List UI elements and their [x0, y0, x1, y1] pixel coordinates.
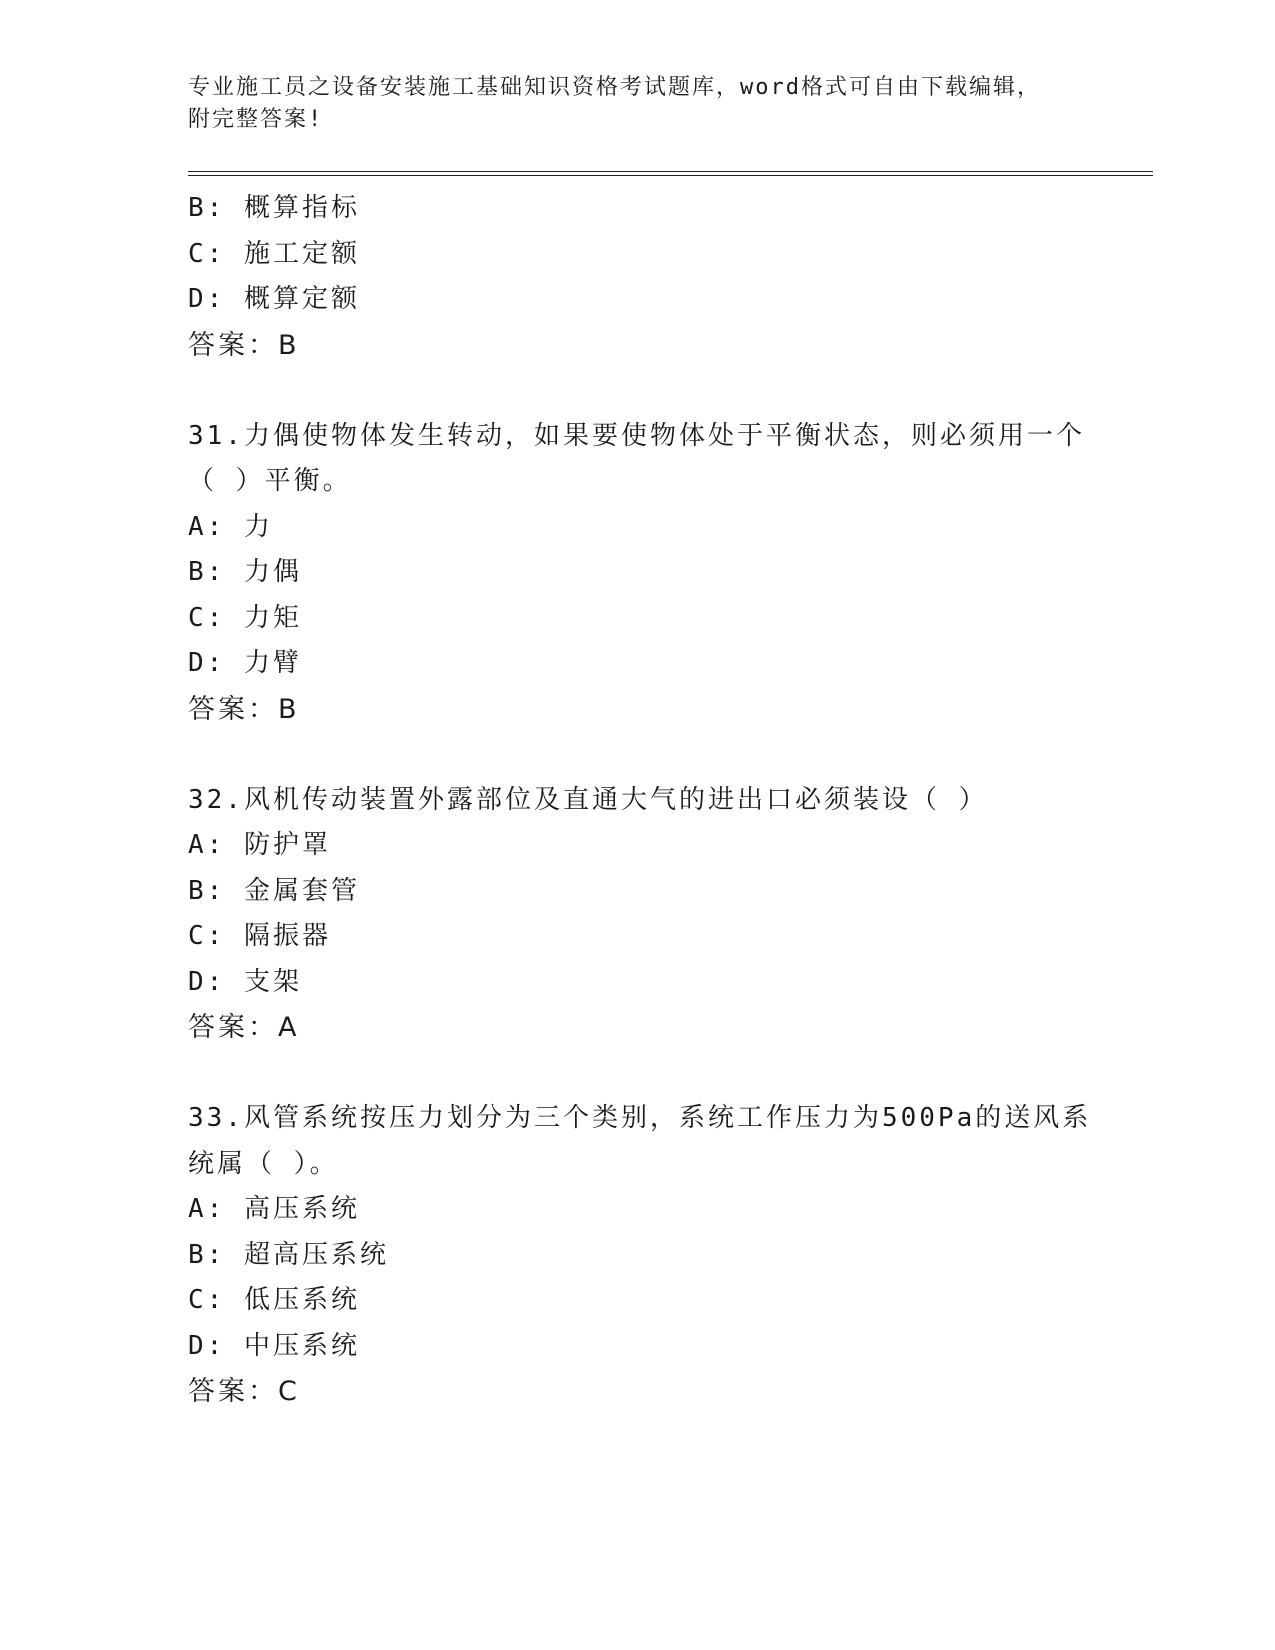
answer: 答案：A — [188, 1012, 300, 1043]
option-c: C: 力矩 — [188, 602, 302, 633]
answer: 答案：B — [188, 329, 300, 361]
option-d: D: 中压系统 — [188, 1330, 360, 1361]
option-d: D: 支架 — [188, 966, 302, 997]
option-b: B: 概算指标 — [188, 193, 360, 223]
option-d: D: 力臂 — [188, 648, 302, 678]
answer: 答案：B — [188, 693, 300, 725]
option-c: C: 施工定额 — [188, 238, 360, 269]
question-list — [188, 186, 1092, 1415]
option-d: D: 概算定额 — [188, 284, 360, 314]
option-a: A: 高压系统 — [188, 1194, 360, 1224]
question-31 — [188, 414, 1088, 733]
header-line-1: 专业施工员之设备安装施工基础知识资格考试题库，word格式可自由下载编辑， — [188, 75, 1041, 100]
spacer — [188, 368, 1088, 414]
option-c: C: 隔振器 — [188, 921, 331, 951]
option-b: B: 金属套管 — [188, 875, 360, 906]
option-b: B: 力偶 — [188, 557, 302, 587]
question-stem-line-1: 33.风管系统按压力划分为三个类别，系统工作压力为500Pa的送风系 — [188, 1103, 1092, 1133]
question-33 — [188, 1096, 1092, 1415]
option-b: B: 超高压系统 — [188, 1239, 389, 1270]
question-stem-line-1: 32.风机传动装置外露部位及直通大气的进出口必须装设（ ） — [188, 784, 988, 815]
option-a: A: 力 — [188, 511, 273, 542]
option-c: C: 低压系统 — [188, 1285, 360, 1315]
question-32 — [188, 778, 1088, 1051]
question-stem-line-2: （ ）平衡。 — [188, 466, 352, 496]
header-divider-top — [188, 171, 1153, 172]
spacer — [188, 732, 1088, 778]
question-stem-line-2: 统属（ ）。 — [188, 1148, 339, 1179]
previous-question-tail — [188, 186, 1088, 368]
question-stem-line-1: 31.力偶使物体发生转动，如果要使物体处于平衡状态，则必须用一个 — [188, 420, 1085, 451]
answer: 答案：C — [188, 1376, 300, 1407]
option-a: A: 防护罩 — [188, 830, 331, 860]
spacer — [188, 1051, 1088, 1097]
header-divider-bottom — [188, 175, 1153, 176]
header-line-2: 附完整答案! — [188, 107, 324, 132]
document-header — [188, 72, 1088, 136]
